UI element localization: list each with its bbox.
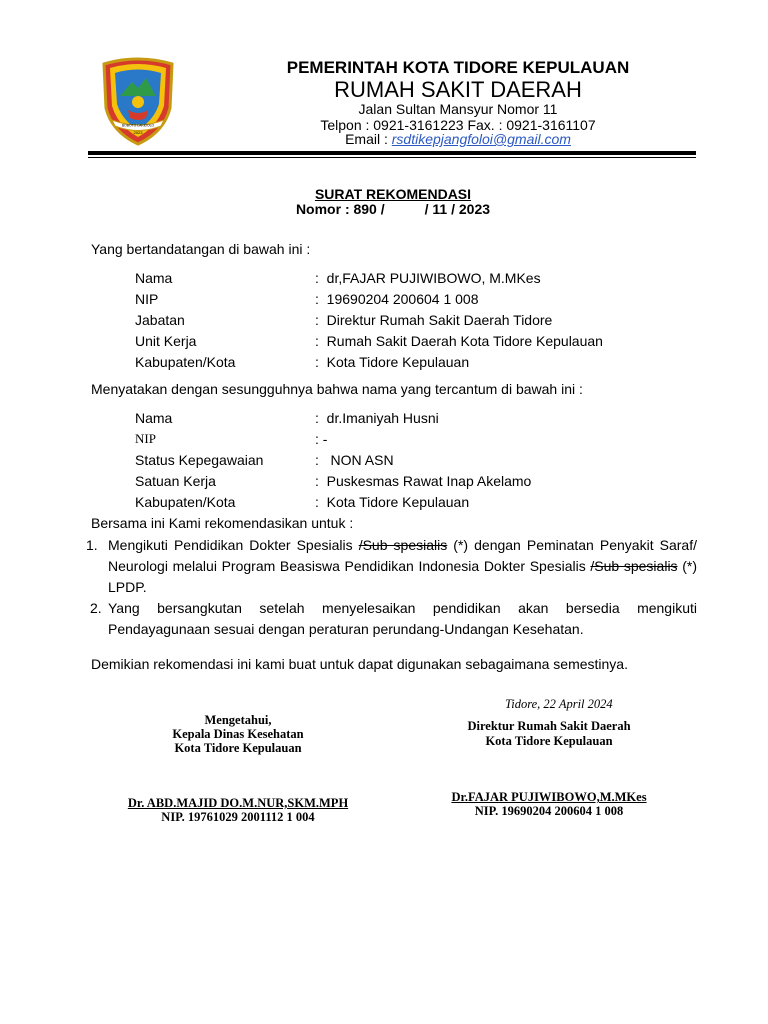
statement-text: Menyatakan dengan sesungguhnya bahwa nama yang tercantum di bawah ini : bbox=[91, 381, 583, 397]
letter-number bbox=[0, 201, 768, 217]
signer-value: : Kota Tidore Kepulauan bbox=[315, 354, 470, 370]
recommend-intro: Bersama ini Kami rekomendasikan untuk : bbox=[91, 515, 354, 531]
subject-label: Nama bbox=[135, 410, 173, 426]
signer-label: NIP bbox=[135, 291, 159, 307]
government-name: PEMERINTAH KOTA TIDORE KEPULAUAN bbox=[286, 58, 630, 77]
place-date: Tidore, 22 April 2024 bbox=[505, 697, 613, 711]
left-signer-nip: NIP. 19761029 2001112 1 004 bbox=[161, 810, 315, 824]
header-rule-thin bbox=[88, 157, 696, 158]
signer-label: Kabupaten/Kota bbox=[135, 354, 236, 370]
subject-value: : dr.Imaniyah Husni bbox=[315, 410, 439, 426]
signer-label: Nama bbox=[135, 270, 173, 286]
left-sig-line-3: Kota Tidore Kepulauan bbox=[174, 741, 302, 755]
email-label: Email : bbox=[345, 131, 388, 147]
item-2-number: 2. bbox=[90, 600, 102, 616]
letter-number-label: Nomor : 890 / bbox=[295, 201, 385, 217]
city-emblem-logo bbox=[98, 56, 178, 146]
signer-label: Jabatan bbox=[135, 312, 185, 328]
address: Jalan Sultan Mansyur Nomor 11 bbox=[358, 101, 558, 117]
left-sig-line-1: Mengetahui, bbox=[204, 713, 272, 727]
institution-name: RUMAH SAKIT DAERAH bbox=[334, 77, 582, 102]
intro-text: Yang bertandatangan di bawah ini : bbox=[91, 241, 311, 257]
item-2-text: Yang bersangkutan setelah menyelesaikan pendidikan akan bersedia mengikuti Pendayagunaan sesuai dengan peraturan perundang-Undangan Kesehatan. bbox=[108, 600, 697, 637]
signer-value: : Direktur Rumah Sakit Daerah Tidore bbox=[315, 312, 553, 328]
subject-label: Status Kepegawaian bbox=[135, 452, 264, 468]
item-1-number: 1. bbox=[86, 537, 98, 553]
signer-value: : dr,FAJAR PUJIWIBOWO, M.MKes bbox=[315, 270, 541, 286]
letter-number-date: / 11 / 2023 bbox=[424, 201, 491, 217]
right-signer-nip: NIP. 19690204 200604 1 008 bbox=[474, 804, 624, 818]
strikethrough-text: /Sub spesialis bbox=[358, 537, 448, 553]
subject-label: Kabupaten/Kota bbox=[135, 494, 236, 510]
subject-label: NIP bbox=[135, 431, 156, 446]
signer-label: Unit Kerja bbox=[135, 333, 197, 349]
signer-value: : 19690204 200604 1 008 bbox=[315, 291, 479, 307]
email-line bbox=[180, 131, 736, 147]
svg-text:2023: 2023 bbox=[133, 130, 143, 135]
svg-text:BOBOTO LAKIDOLO: BOBOTO LAKIDOLO bbox=[121, 123, 155, 128]
closing-text: Demikian rekomendasi ini kami buat untuk dapat digunakan sebagaimana semestinya. bbox=[91, 656, 628, 672]
item-1-text: Mengikuti Pendidikan Dokter Spesialis /Sub spesialis (*) dengan Peminatan Penyakit Saraf/ Neurologi melalui Program Beasiswa Pendidikan Indonesia Dokter Spesialis /Sub spesialis (*) LPDP. bbox=[108, 537, 697, 595]
subject-value: : - bbox=[315, 431, 328, 447]
right-sig-line-2: Kota Tidore Kepulauan bbox=[485, 734, 613, 748]
left-sig-line-2: Kepala Dinas Kesehatan bbox=[172, 727, 304, 741]
header-rule-thick bbox=[88, 151, 696, 155]
right-sig-line-1: Direktur Rumah Sakit Daerah bbox=[467, 719, 631, 733]
subject-value: : Puskesmas Rawat Inap Akelamo bbox=[315, 473, 532, 489]
right-signer-name: Dr.FAJAR PUJIWIBOWO,M.MKes bbox=[451, 790, 647, 804]
phone-fax: Telpon : 0921-3161223 Fax. : 0921-3161107 bbox=[320, 117, 596, 133]
subject-value: : NON ASN bbox=[315, 452, 394, 468]
left-signer-name: Dr. ABD.MAJID DO.M.NUR,SKM.MPH bbox=[127, 796, 349, 810]
letter-title: SURAT REKOMENDASI bbox=[314, 186, 472, 202]
signer-value: : Rumah Sakit Daerah Kota Tidore Kepulauan bbox=[315, 333, 603, 349]
subject-value: : Kota Tidore Kepulauan bbox=[315, 494, 470, 510]
email-link[interactable]: rsdtikepjangfoloi@gmail.com bbox=[391, 131, 571, 147]
subject-label: Satuan Kerja bbox=[135, 473, 216, 489]
strikethrough-text: /Sub spesialis bbox=[590, 558, 678, 574]
